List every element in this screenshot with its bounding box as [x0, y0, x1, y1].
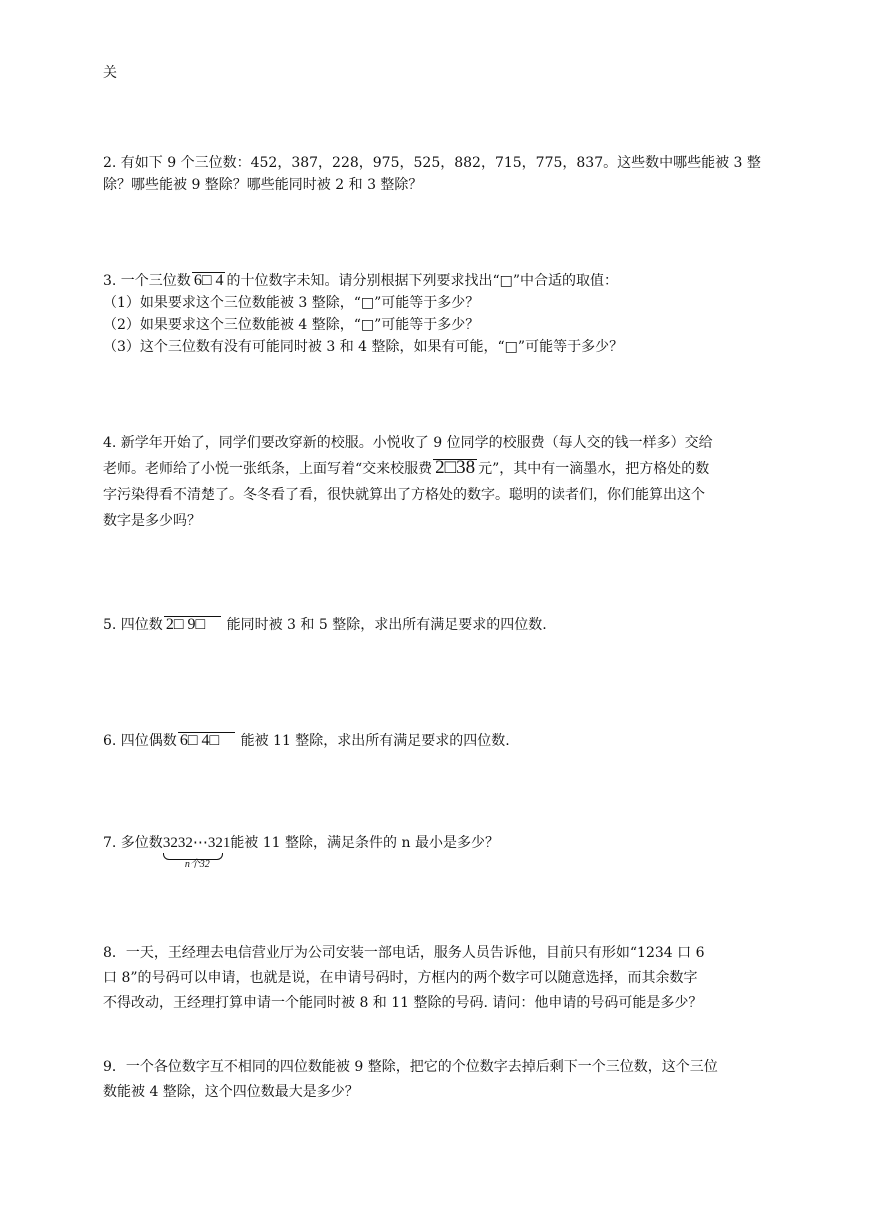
- question-7: [103, 832, 768, 870]
- fragment-text: 关: [103, 65, 117, 81]
- q5-stem-pre: 5. 四位数: [103, 617, 163, 633]
- q3-stem-post: 的十位数字未知。请分别根据下列要求找出“□”中合适的取值：: [226, 273, 619, 289]
- question-8: [103, 942, 768, 1014]
- q6-number-overline: 6□ 4□: [178, 732, 235, 749]
- q9-line-1: 9．一个各位数字互不相同的四位数能被 9 整除，把它的个位数字去掉后剩下一个三位数，这个三位: [103, 1059, 718, 1075]
- top-fragment: [103, 62, 768, 84]
- question-3: [103, 270, 768, 358]
- q5-stem-post: 能同时被 3 和 5 整除，求出所有满足要求的四位数.: [222, 617, 547, 633]
- q4-number-overline: 2□38: [435, 457, 476, 478]
- q4-line-3: 字污染得看不清楚了。冬冬看了看，很快就算出了方格处的数字。聪明的读者们，你们能算出这个: [103, 487, 705, 503]
- question-4: [103, 432, 768, 532]
- q8-line-1: 8．一天，王经理去电信营业厅为公司安装一部电话，服务人员告诉他，目前只有形如“1234 口 6: [103, 945, 705, 961]
- question-9: [103, 1056, 768, 1103]
- q7-stem-pre: 7. 多位数: [103, 835, 163, 851]
- q3-item-1: （1）如果要求这个三位数能被 3 整除，“□”可能等于多少？: [103, 295, 480, 311]
- q7-number-underbrace: [162, 835, 223, 870]
- q4-line-2: [103, 458, 768, 480]
- q3-item-2: （2）如果要求这个三位数能被 4 整除，“□”可能等于多少？: [103, 317, 480, 333]
- q7-stem-post: 能被 11 整除，满足条件的 n 最小是多少？: [230, 835, 499, 851]
- q2-line-1: 2. 有如下 9 个三位数：452，387，228，975，525，882，715，775，837。这些数中哪些能被 3 整: [103, 155, 761, 171]
- q3-stem: [103, 270, 768, 292]
- q7-brace-label: n个32: [184, 859, 210, 870]
- question-2: [103, 152, 768, 196]
- question-6: [103, 730, 768, 752]
- q7-final-digit: 1: [222, 835, 231, 851]
- q5-number-overline: 2□ 9□: [164, 616, 221, 633]
- q8-line-2: 口 8”的号码可以申请，也就是说，在申请号码时，方框内的两个数字可以随意选择，而其余数字: [103, 970, 698, 986]
- q6-stem: [103, 730, 768, 752]
- question-5: [103, 614, 768, 636]
- q4-line-2-post: 元”，其中有一滴墨水，把方格处的数: [478, 461, 710, 477]
- q4-line-4: 数字是多少吗？: [103, 513, 201, 529]
- q6-stem-pre: 6. 四位偶数: [103, 733, 177, 749]
- q8-line-3: 不得改动，王经理打算申请一个能同时被 8 和 11 整除的号码. 请问：他申请的号码可能是多少？: [103, 995, 703, 1011]
- q7-repeated-digits: 3232⋯32: [162, 835, 223, 851]
- q2-line-2: 除？哪些能被 9 整除？哪些能同时被 2 和 3 整除？: [103, 177, 423, 193]
- q3-number-overline: 6□ 4: [193, 272, 224, 289]
- q4-line-1: 4. 新学年开始了，同学们要改穿新的校服。小悦收了 9 位同学的校服费（每人交的钱一样多）交给: [103, 435, 713, 451]
- q5-stem: [103, 614, 768, 636]
- q4-line-2-pre: 老师。老师给了小悦一张纸条，上面写着“交来校服费: [103, 461, 433, 477]
- q9-line-2: 数能被 4 整除，这个四位数最大是多少？: [103, 1084, 359, 1100]
- q7-stem: [103, 832, 768, 870]
- q6-stem-post: 能被 11 整除，求出所有满足要求的四位数.: [236, 733, 510, 749]
- q3-stem-pre: 3. 一个三位数: [103, 273, 191, 289]
- q3-item-3: （3）这个三位数有没有可能同时被 3 和 4 整除，如果有可能，“□”可能等于多少？: [103, 339, 624, 355]
